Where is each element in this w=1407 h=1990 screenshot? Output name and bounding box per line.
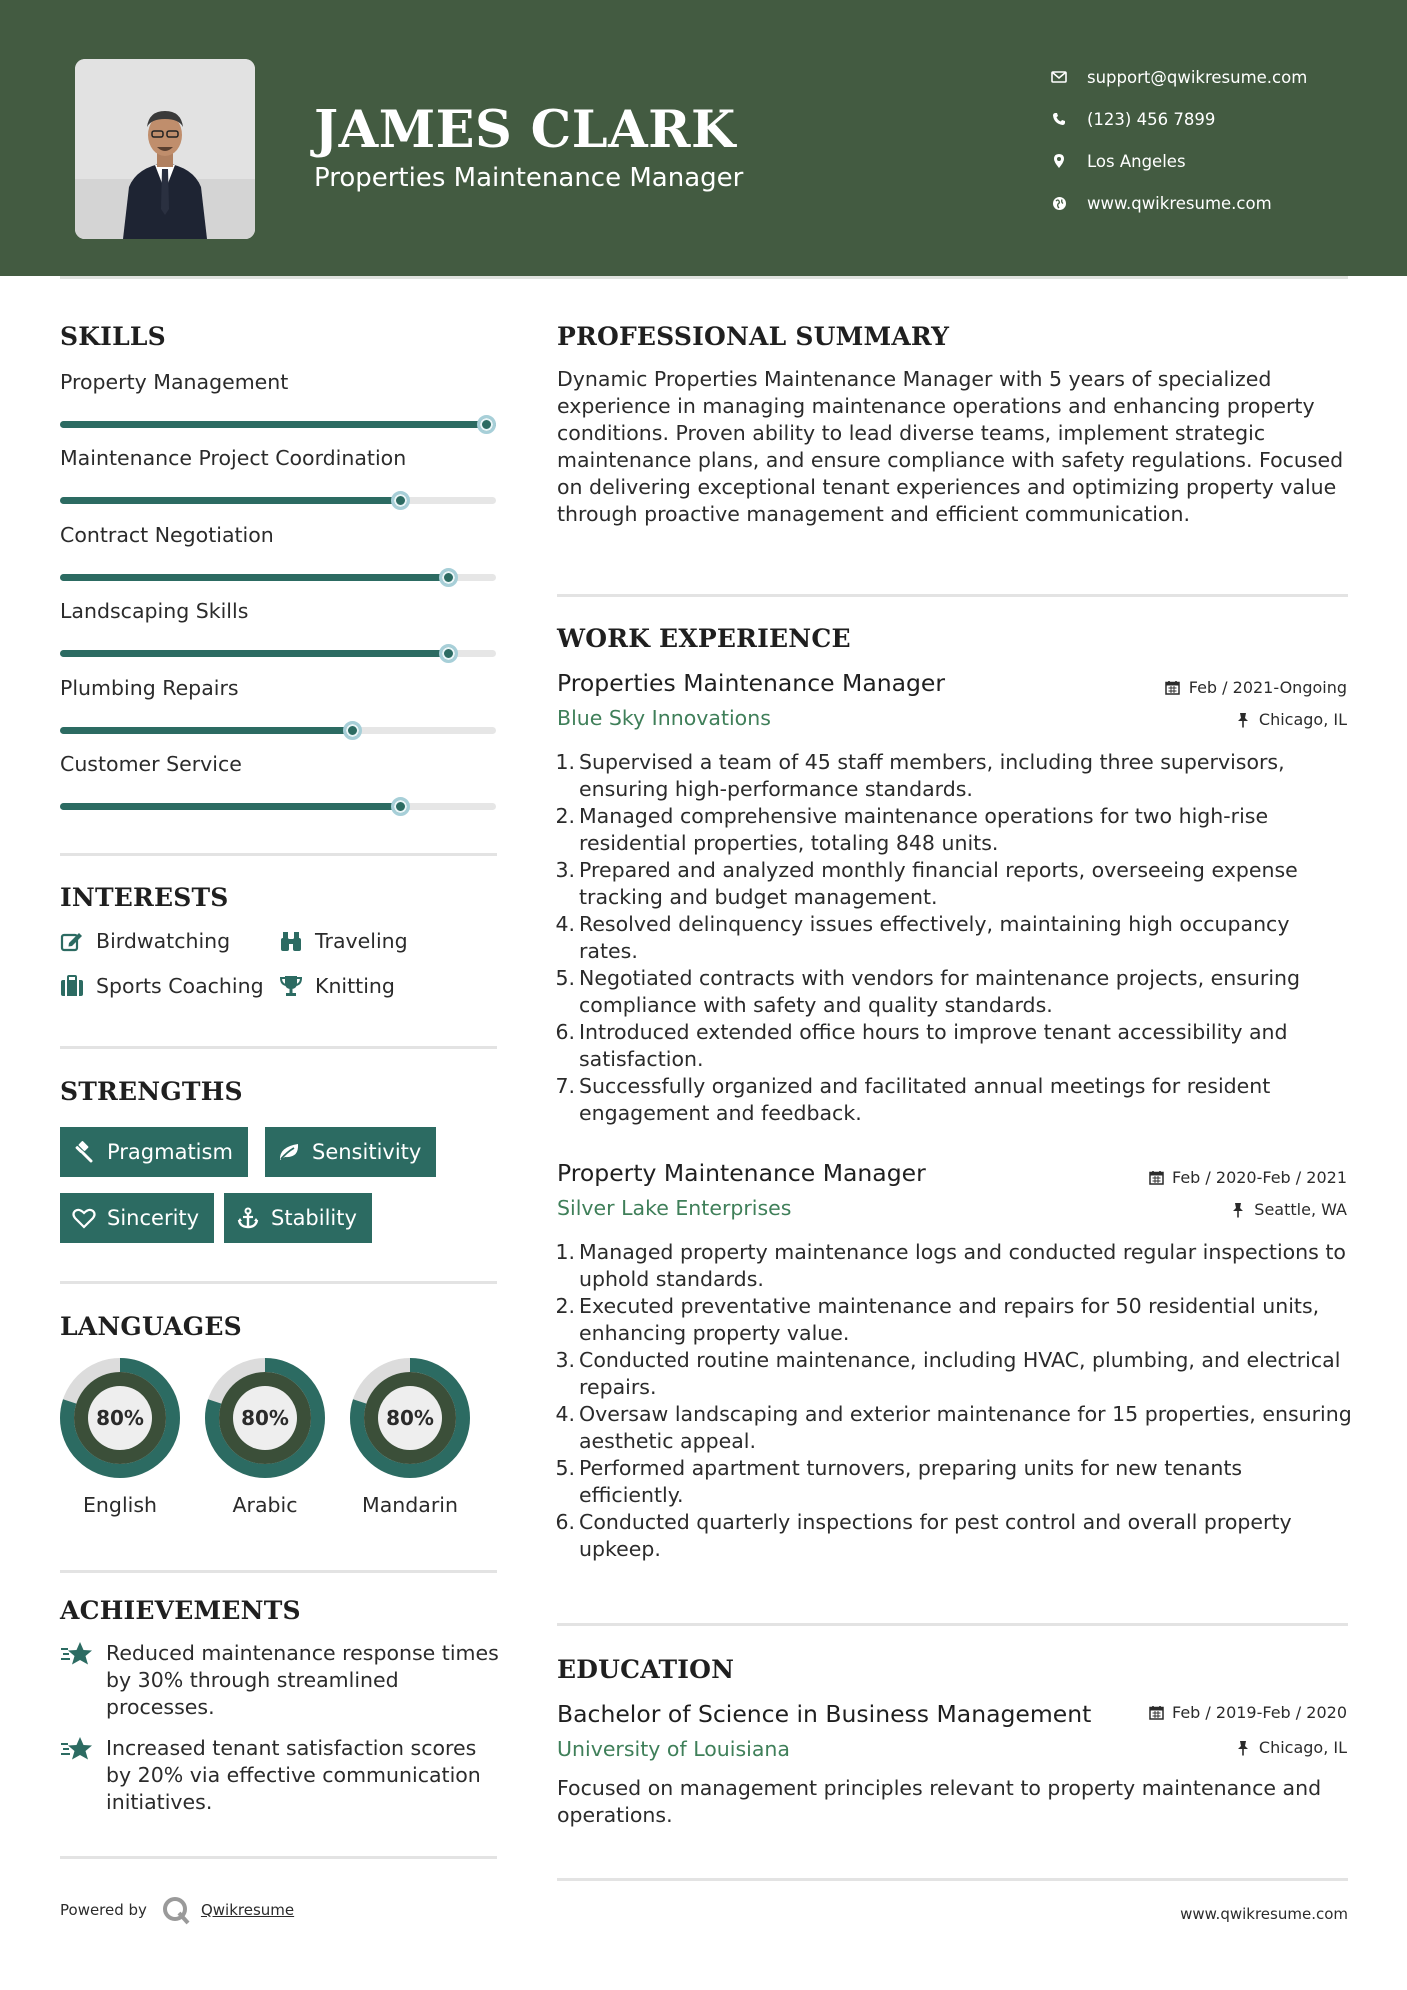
job-location: [1235, 710, 1347, 729]
bullet-number: 6.: [555, 1510, 575, 1534]
job-company: Blue Sky Innovations: [557, 706, 771, 730]
languages-heading: LANGUAGES: [60, 1312, 242, 1341]
calendar-icon: [1148, 1705, 1164, 1721]
interest-label: Traveling: [315, 929, 408, 953]
contact-website[interactable]: [1050, 182, 1380, 224]
bullet-text: Prepared and analyzed monthly financial reports, overseeing expense tracking and budget management.: [579, 858, 1298, 909]
job-bullet: [553, 803, 1353, 857]
contact-list: [1050, 56, 1380, 224]
job-role: Properties Maintenance Manager: [557, 669, 946, 697]
job-bullet: [553, 965, 1353, 1019]
leaf-icon: [277, 1140, 301, 1164]
bullet-number: 2.: [555, 1294, 575, 1318]
strength-label: Sincerity: [107, 1206, 200, 1230]
skill-bar-track: [60, 574, 496, 581]
job-bullet: [553, 1073, 1353, 1127]
skill-bar-track: [60, 727, 496, 734]
language-ring: [349, 1357, 471, 1479]
pencil-square-icon: [60, 929, 84, 953]
bullet-number: 3.: [555, 858, 575, 882]
language-percent: 80%: [241, 1406, 289, 1430]
bullet-text: Resolved delinquency issues effectively, maintaining high occupancy rates.: [579, 912, 1290, 963]
skill-level-knob: [439, 568, 458, 587]
job-bullet: [553, 1509, 1353, 1563]
bullet-text: Introduced extended office hours to improve tenant accessibility and satisfaction.: [579, 1020, 1288, 1071]
strength-label: Pragmatism: [107, 1140, 233, 1164]
education-description: Focused on management principles relevant to property maintenance and operations.: [557, 1776, 1322, 1827]
language-ring: [204, 1357, 326, 1479]
strength-badge: [60, 1127, 248, 1177]
summary-text: Dynamic Properties Maintenance Manager with 5 years of specialized experience in managing maintenance operations and enhancing property conditions. Proven ability to lead diverse teams, implement strategic maintenance plans, and ensure compliance with safety regulations. Focused on delivering exceptional tenant experiences and optimizing property value through proactive management and efficient communication.: [557, 367, 1344, 526]
summary-divider: [557, 594, 1348, 597]
skill-label: Customer Service: [60, 752, 242, 776]
skill-level-knob: [391, 491, 410, 510]
skill-item: [60, 370, 500, 446]
calendar-icon: [1165, 680, 1181, 696]
bullet-text: Negotiated contracts with vendors for maintenance projects, ensuring compliance with safety and quality standards.: [579, 966, 1301, 1017]
bullet-text: Performed apartment turnovers, preparing units for new tenants efficiently.: [579, 1456, 1243, 1507]
interest-item: [60, 974, 264, 998]
education-school: University of Louisiana: [557, 1737, 790, 1761]
interest-item: [279, 974, 395, 998]
bullet-number: 6.: [555, 1020, 575, 1044]
job-bullet: [553, 1239, 1353, 1293]
language-percent: 80%: [386, 1406, 434, 1430]
bullet-number: 4.: [555, 1402, 575, 1426]
job-bullet: [553, 1401, 1353, 1455]
skill-label: Property Management: [60, 370, 289, 394]
skill-item: [60, 599, 500, 675]
education-location: [1235, 1738, 1347, 1757]
job-bullet: [553, 857, 1353, 911]
bullet-text: Managed comprehensive maintenance operations for two high-rise residential properties, totaling 848 units.: [579, 804, 1269, 855]
interest-label: Sports Coaching: [96, 974, 264, 998]
language-percent: 80%: [96, 1406, 144, 1430]
skill-label: Maintenance Project Coordination: [60, 446, 407, 471]
language-name: Mandarin: [362, 1493, 458, 1517]
skill-item: [60, 523, 500, 599]
languages-divider: [60, 1570, 497, 1573]
job-bullet: [553, 1293, 1353, 1347]
skills-divider: [60, 853, 497, 856]
skill-bar-track: [60, 650, 496, 657]
job-bullet: [553, 1455, 1353, 1509]
job-entry-header: [557, 1159, 1347, 1220]
anchor-icon: [236, 1206, 260, 1230]
strength-label: Stability: [271, 1206, 357, 1230]
footer-website[interactable]: www.qwikresume.com: [1180, 1905, 1348, 1923]
language-item: [59, 1357, 181, 1517]
skill-bar-fill: [60, 727, 352, 734]
skill-label: Landscaping Skills: [60, 599, 249, 624]
job-dates-text: Feb / 2020-Feb / 2021: [1172, 1168, 1347, 1187]
job-dates-text: Feb / 2021-Ongoing: [1188, 678, 1347, 697]
job-dates: [1148, 1168, 1347, 1187]
bullet-number: 7.: [555, 1074, 575, 1098]
bullet-number: 1.: [555, 750, 575, 774]
contact-phone[interactable]: [1050, 98, 1380, 140]
job-bullet: [553, 911, 1353, 965]
powered-by-text: Powered by: [60, 1901, 147, 1919]
job-role: Property Maintenance Manager: [557, 1159, 926, 1187]
bullet-number: 4.: [555, 912, 575, 936]
strength-badge: [265, 1127, 436, 1177]
contact-email-text: support@qwikresume.com: [1087, 67, 1308, 87]
achievement-text: Increased tenant satisfaction scores by 20% via effective communication initiatives.: [106, 1736, 481, 1814]
candidate-title: Properties Maintenance Manager: [314, 163, 744, 193]
job-company: Silver Lake Enterprises: [557, 1196, 792, 1220]
skill-level-knob: [391, 797, 410, 816]
header-divider: [60, 276, 1348, 279]
pushpin-icon: [1235, 1740, 1251, 1756]
pushpin-icon: [1230, 1202, 1246, 1218]
strength-label: Sensitivity: [312, 1140, 422, 1164]
job-bullet: [553, 1347, 1353, 1401]
language-ring: [59, 1357, 181, 1479]
language-item: [204, 1357, 326, 1517]
job-bullet: [553, 1019, 1353, 1073]
achievements-heading: ACHIEVEMENTS: [60, 1596, 301, 1625]
skill-bar-fill: [60, 574, 448, 581]
qwikresume-link[interactable]: Qwikresume: [200, 1901, 295, 1919]
skill-label: Plumbing Repairs: [60, 675, 239, 700]
star-icon: [60, 1640, 94, 1670]
profile-photo-image: [75, 59, 255, 239]
education-divider: [557, 1878, 1348, 1881]
interests-divider: [60, 1046, 497, 1049]
pushpin-icon: [1235, 712, 1251, 728]
interest-item: [279, 929, 408, 953]
bullet-text: Oversaw landscaping and exterior maintenance for 15 properties, ensuring aesthetic appeal.: [579, 1402, 1352, 1453]
contact-website-text: www.qwikresume.com: [1087, 193, 1272, 213]
skill-level-knob: [343, 721, 362, 740]
education-entry-header: [557, 1700, 1347, 1761]
gavel-icon: [72, 1140, 96, 1164]
bullet-number: 5.: [555, 966, 575, 990]
contact-phone-text: (123) 456 7899: [1087, 109, 1216, 129]
achievement-item: [60, 1640, 500, 1721]
bullet-text: Managed property maintenance logs and conducted regular inspections to uphold standards.: [579, 1240, 1346, 1291]
briefcase-icon: [60, 974, 84, 998]
footer-powered-by: [60, 1895, 294, 1925]
skill-label: Contract Negotiation: [60, 522, 274, 547]
interest-label: Knitting: [315, 974, 395, 998]
experience-divider: [557, 1623, 1348, 1626]
phone-icon: [1050, 110, 1068, 128]
bullet-text: Executed preventative maintenance and repairs for 50 residential units, enhancing property value.: [579, 1294, 1320, 1345]
star-icon: [60, 1735, 94, 1765]
job-entry-header: [557, 669, 1347, 730]
binoculars-icon: [279, 929, 303, 953]
job-bullet-list: [553, 749, 1353, 1127]
job-dates: [1165, 678, 1347, 697]
education-degree: Bachelor of Science in Business Management: [557, 1700, 1092, 1728]
strength-badge: [224, 1193, 372, 1243]
bullet-number: 2.: [555, 804, 575, 828]
candidate-name: JAMES CLARK: [314, 100, 736, 160]
achievement-text: Reduced maintenance response times by 30% through streamlined processes.: [106, 1641, 499, 1719]
strength-badge: [60, 1193, 214, 1243]
education-heading: EDUCATION: [557, 1655, 735, 1684]
job-location-text: Chicago, IL: [1258, 710, 1347, 729]
education-dates: [1148, 1703, 1347, 1722]
education-dates-text: Feb / 2019-Feb / 2020: [1172, 1703, 1347, 1722]
skill-bar-fill: [60, 421, 496, 428]
skill-item: [60, 676, 500, 752]
calendar-icon: [1148, 1170, 1164, 1186]
skill-level-knob: [439, 644, 458, 663]
achievement-item: [60, 1735, 500, 1816]
skill-bar-track: [60, 497, 496, 504]
bullet-number: 5.: [555, 1456, 575, 1480]
strengths-divider: [60, 1281, 497, 1284]
qwikresume-logo-icon: [161, 1895, 191, 1925]
skill-bar-fill: [60, 650, 448, 657]
bullet-text: Conducted quarterly inspections for pest control and overall property upkeep.: [579, 1510, 1292, 1561]
map-pin-icon: [1050, 152, 1068, 170]
skill-item: [60, 446, 500, 522]
skill-bar-track: [60, 803, 496, 810]
skill-level-knob: [477, 415, 496, 434]
globe-icon: [1050, 194, 1068, 212]
language-item: [349, 1357, 471, 1517]
contact-location: [1050, 140, 1380, 182]
interests-heading: INTERESTS: [60, 883, 229, 912]
bullet-text: Successfully organized and facilitated annual meetings for resident engagement and feedback.: [579, 1074, 1271, 1125]
job-location-text: Seattle, WA: [1254, 1200, 1347, 1219]
summary-heading: PROFESSIONAL SUMMARY: [557, 322, 950, 351]
language-name: English: [82, 1493, 158, 1517]
interest-item: [60, 929, 230, 953]
interest-label: Birdwatching: [96, 929, 231, 953]
job-location: [1230, 1200, 1347, 1219]
envelope-icon: [1050, 68, 1068, 86]
strengths-heading: STRENGTHS: [60, 1077, 243, 1106]
skill-bar-fill: [60, 497, 400, 504]
skills-heading: SKILLS: [60, 322, 166, 351]
achievements-divider: [60, 1856, 497, 1859]
language-name: Arabic: [232, 1493, 298, 1517]
bullet-number: 1.: [555, 1240, 575, 1264]
bullet-text: Conducted routine maintenance, including HVAC, plumbing, and electrical repairs.: [579, 1348, 1341, 1399]
contact-email[interactable]: [1050, 56, 1380, 98]
job-bullet-list: [553, 1239, 1353, 1563]
experience-heading: WORK EXPERIENCE: [557, 624, 851, 653]
bullet-text: Supervised a team of 45 staff members, including three supervisors, ensuring high-performance standards.: [579, 750, 1285, 801]
contact-location-text: Los Angeles: [1087, 151, 1186, 171]
skill-bar-track: [60, 421, 496, 428]
heart-icon: [72, 1206, 96, 1230]
profile-photo: [75, 59, 255, 239]
job-bullet: [553, 749, 1353, 803]
education-location-text: Chicago, IL: [1258, 1738, 1347, 1757]
skill-item: [60, 752, 500, 828]
skill-bar-fill: [60, 803, 400, 810]
trophy-icon: [279, 974, 303, 998]
bullet-number: 3.: [555, 1348, 575, 1372]
